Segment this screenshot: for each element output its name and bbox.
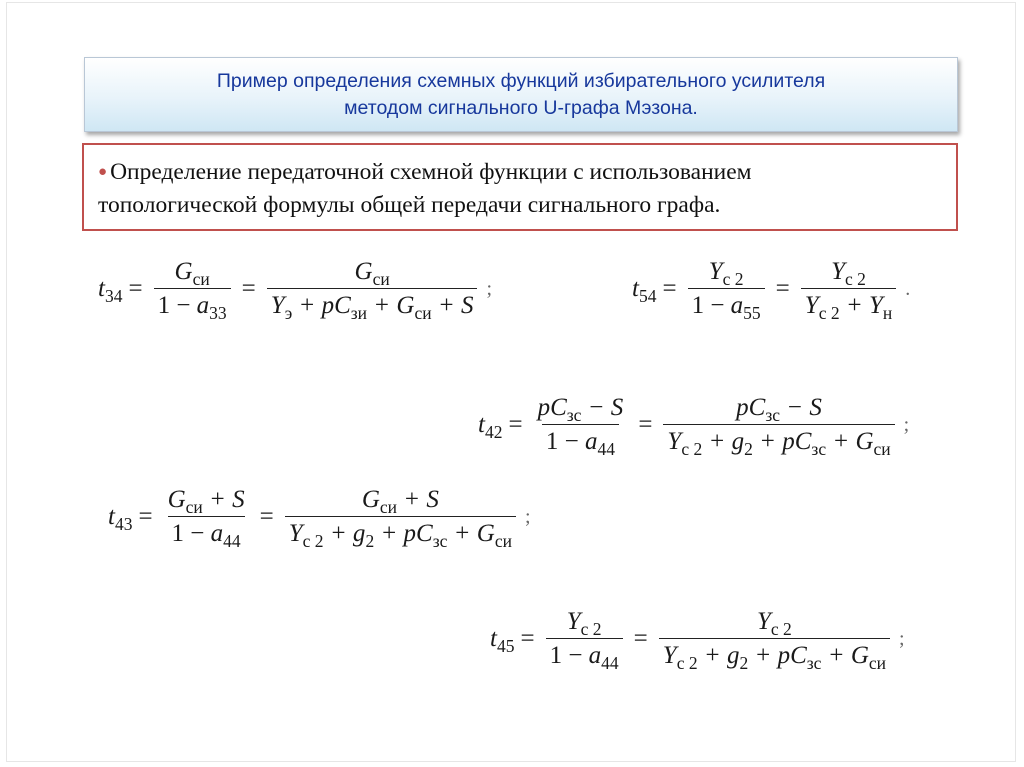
formula-t42: $t_{42}$ = $\frac{pC_{зс} - S}{1 - a_{44}}$ = $\frac{pC_{зс} - S}{Y_{c 2} + g_2 + pC_{зс} + G_{си}}$ ; — [478, 394, 910, 460]
denominator-term: + $pC_{зс}$ — [748, 642, 822, 674]
fraction-2 — [801, 258, 896, 324]
bullet-box — [82, 143, 958, 231]
denominator: $1 - a_{44}$ — [542, 424, 619, 456]
formula-lhs: $t_{34}$ — [98, 275, 123, 307]
denominator: $1 - a_{33}$ — [154, 288, 231, 320]
denominator-term: + $Y_н$ — [839, 292, 893, 324]
numerator: $pC_{зс} - S$ — [537, 394, 624, 426]
denominator — [285, 516, 516, 552]
denominator-term: $Y_{c 2}$ — [662, 642, 698, 674]
end-mark: . — [905, 277, 911, 300]
denominator-term: + $G_{си}$ — [826, 428, 891, 460]
numerator: $Y_{c 2}$ — [708, 258, 744, 290]
denominator-term: + $g_2$ — [323, 520, 375, 552]
fraction-2 — [285, 486, 516, 552]
denominator — [663, 424, 894, 460]
formula-lhs: $t_{42}$ — [478, 411, 503, 443]
bullet-line-2: топологической формулы общей передачи сигнального графа. — [98, 192, 721, 218]
denominator-term: + $pC_{зс}$ — [752, 428, 827, 460]
end-mark: ; — [525, 505, 531, 528]
denominator-term: $Y_{c 2}$ — [288, 520, 324, 552]
bullet-text-1: Определение передаточной схемной функции с использованием — [110, 159, 752, 185]
denominator: $1 - a_{44}$ — [168, 516, 245, 548]
denominator-term: + $g_2$ — [697, 642, 749, 674]
formula-lhs: $t_{45}$ — [490, 625, 515, 657]
formula-t54: $t_{54}$ = $\frac{Y_{c 2}}{1 - a_{55}}$ = $\frac{Y_{c 2}}{Y_{c 2} + Y_н}$ . — [632, 258, 911, 324]
denominator-term: + $G_{си}$ — [821, 642, 887, 674]
numerator: $pC_{зс} - S$ — [736, 394, 822, 426]
denominator-term: + $G_{си}$ — [367, 292, 432, 324]
fraction-1 — [534, 394, 628, 460]
numerator: $G_{си}$ — [354, 258, 390, 290]
end-mark: ; — [899, 627, 905, 650]
numerator: $Y_{c 2}$ — [831, 258, 866, 290]
numerator: $G_{си}$ — [174, 258, 210, 290]
denominator-term: + $g_2$ — [702, 428, 753, 460]
denominator: $1 - a_{44}$ — [546, 638, 623, 670]
denominator-term: $Y_э$ — [270, 292, 293, 324]
denominator — [659, 638, 890, 674]
formula-t43: $t_{43}$ = $\frac{G_{си} + S}{1 - a_{44}}$ = $\frac{G_{си} + S}{Y_{c 2} + g_2 + pC_{зс} + G_{си}}$ ; — [108, 486, 531, 552]
fraction-2 — [663, 394, 894, 460]
fraction-2 — [267, 258, 478, 324]
denominator-term: $Y_{c 2}$ — [667, 428, 703, 460]
formula-lhs: $t_{54}$ — [632, 275, 657, 307]
denominator — [267, 288, 478, 324]
end-mark: ; — [903, 413, 910, 436]
formula-lhs: $t_{43}$ — [108, 503, 133, 535]
title-line-2: методом сигнального U-графа Мэзона. — [344, 96, 698, 119]
fraction-1 — [546, 608, 623, 674]
numerator: $G_{си} + S$ — [361, 486, 439, 518]
numerator: $Y_{c 2}$ — [566, 608, 602, 640]
denominator-term: + S — [431, 292, 474, 319]
bullet-dot-icon: ● — [98, 164, 108, 180]
formula-t45: $t_{45}$ = $\frac{Y_{c 2}}{1 - a_{44}}$ = $\frac{Y_{c 2}}{Y_{c 2} + g_2 + pC_{зс} + G_{си}}$ ; — [490, 608, 905, 674]
title-line-1: Пример определения схемных функций избирательного усилителя — [216, 70, 826, 93]
fraction-1 — [164, 486, 249, 552]
bullet-line-1 — [98, 156, 942, 189]
denominator-term: + $pC_{зи}$ — [292, 292, 368, 324]
numerator: $G_{си} + S$ — [167, 486, 245, 518]
fraction-1 — [688, 258, 765, 324]
denominator: $1 - a_{55}$ — [688, 288, 765, 320]
fraction-1 — [154, 258, 231, 324]
slide-title — [84, 57, 958, 132]
denominator — [801, 288, 896, 324]
denominator-term: + $pC_{зс}$ — [374, 520, 448, 552]
numerator: $Y_{c 2}$ — [757, 608, 792, 640]
end-mark: ; — [486, 277, 493, 300]
formula-t34: $t_{34}$ = $\frac{G_{си}}{1 - a_{33}}$ = $\frac{G_{си}}{Y_э + pC_{зи} + G_{си} + S}$ ; — [98, 258, 493, 324]
denominator-term: + $G_{си}$ — [447, 520, 512, 552]
fraction-2 — [659, 608, 890, 674]
denominator-term: $Y_{c 2}$ — [804, 292, 840, 324]
